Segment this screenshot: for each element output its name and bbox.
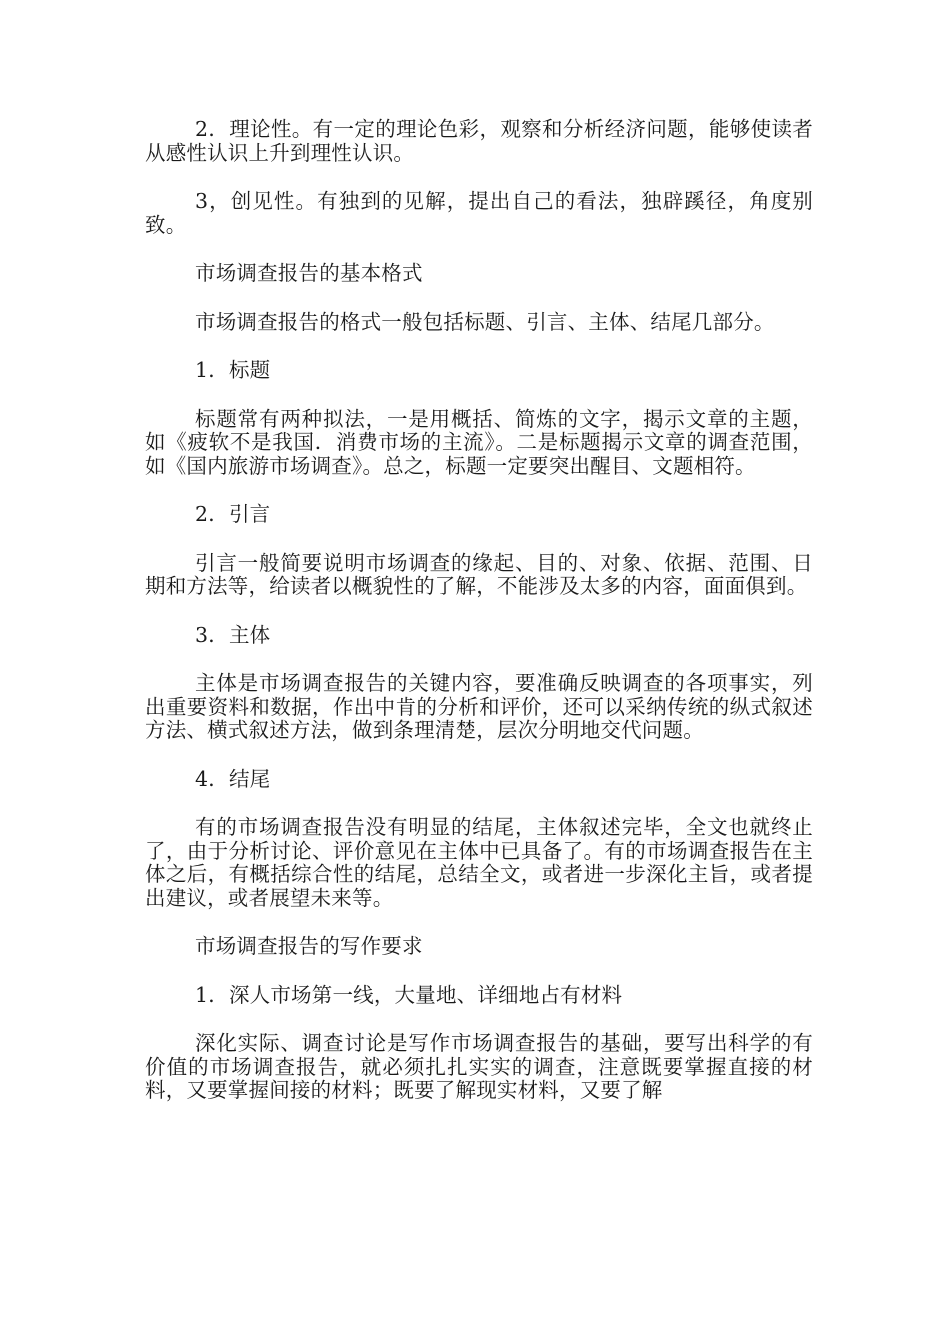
paragraph-originality: 3，创见性。有独到的见解，提出自己的看法，独辟蹊径，角度别致。 xyxy=(145,189,813,237)
document-page xyxy=(145,118,813,1128)
paragraph-field-research: 深化实际、调查讨论是写作市场调查报告的基础，要写出科学的有价值的市场调查报告，就必须扎扎实实的调查，注意既要掌握直接的材料，又要掌握间接的材料；既要了解现实材料，又要了解 xyxy=(145,1031,813,1102)
section-heading-writing-requirements: 市场调查报告的写作要求 xyxy=(195,934,423,958)
subheading-introduction: 2．引言 xyxy=(195,502,271,526)
subheading-body: 3．主体 xyxy=(195,622,271,647)
paragraph-body: 主体是市场调查报告的关键内容，要准确反映调查的各项事实，列出重要资料和数据，作出中肯的分析和评价，还可以采纳传统的纵式叙述方法、横式叙述方法，做到条理清楚，层次分明地交代问题。 xyxy=(145,671,813,742)
subheading-title: 1．标题 xyxy=(195,358,271,382)
paragraph-theory: 2．理论性。有一定的理论色彩，观察和分析经济问题，能够使读者从感性认识上升到理性认识。 xyxy=(145,117,813,165)
paragraph-conclusion: 有的市场调查报告没有明显的结尾，主体叙述完毕，全文也就终止了，由于分析讨论、评价意见在主体中已具备了。有的市场调查报告在主体之后，有概括综合性的结尾，总结全文，或者进一步深化主旨，或者提出建议，或者展望未来等。 xyxy=(145,815,813,910)
paragraph-format-overview: 市场调查报告的格式一般包括标题、引言、主体、结尾几部分。 xyxy=(195,309,775,334)
subheading-conclusion: 4．结尾 xyxy=(195,766,271,791)
subheading-field-research: 1．深人市场第一线，大量地、详细地占有材料 xyxy=(195,982,623,1007)
paragraph-title: 标题常有两种拟法，一是用概括、简炼的文字，揭示文章的主题，如《疲软不是我国．消费市场的主流》。二是标题揭示文章的调查范围，如《国内旅游市场调查》。总之，标题一定要突出醒目、文题相符。 xyxy=(145,406,813,478)
section-heading-basic-format: 市场调查报告的基本格式 xyxy=(195,261,423,285)
paragraph-introduction: 引言一般简要说明市场调查的缘起、目的、对象、依据、范围、日期和方法等，给读者以概貌性的了解，不能涉及太多的内容，面面俱到。 xyxy=(145,550,813,598)
